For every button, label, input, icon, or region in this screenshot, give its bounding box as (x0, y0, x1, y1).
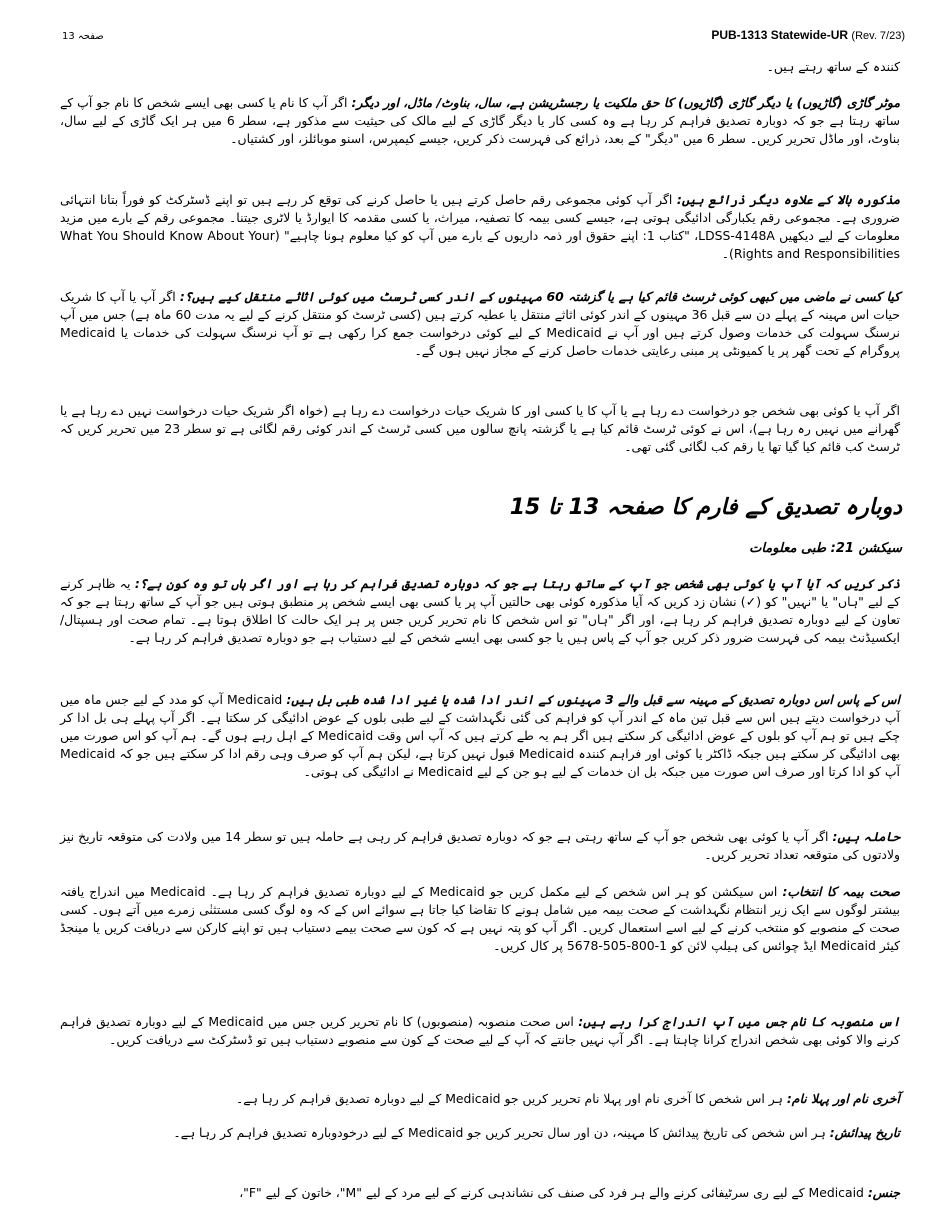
paragraph-title: آخری نام اور پہلا نام: (786, 1091, 900, 1106)
revision-date: (Rev. 7/23) (851, 30, 905, 42)
paragraph-text: Medicaid آپ کو مدد کے لیے جس ماہ میں آپ درخواست دیتے ہیں اس سے قبل تین ماہ کے اندر آپ کو فراہم کی گئی نگہداشت کے لیے طبی بلوں کے عوض ادائیگی کر سکتا ہے۔ اگر آپ پہلے ہی بل ادا کر چکے ہیں تو ہم آپ کو بلوں کے عوض ادائیگی کر سکتے ہیں اگر ہم یہ طے کرتے ہیں کہ آپ اس وقت Medicaid کے اہل رہے ہوں گے۔ ہم آپ کو اس صورت میں بھی ادائیگی کر سکتے ہیں جبکہ ڈاکٹر یا کوئی اور فراہم کنندہ Medicaid قبول نہیں کرتا ہے، لیکن ہم آپ کو صرف وہی رقم ادا کر سکتے ہیں جو کہ Medicaid آپ کو ادا کرتا اور صرف اس صورت میں جبکہ بل ان خدمات کے لیے ہو جن کے لیے Medicaid نے ادائیگی کی ہوتی۔ (60, 692, 900, 779)
paragraph-text: Medicaid کے لیے ری سرٹیفائی کرنے والے ہر فرد کی صنف کی نشاندہی کرنے کے لیے مرد کے لیے "M"، خاتون کے لیے "F"، (239, 1185, 864, 1200)
paragraph-title: ذکر کریں کہ آیا آپ یا کوئی بھی شخص جو آپ کے ساتھ رہتا ہے جو کہ دوبارہ تصدیق فراہم کر رہا ہے اور اگر ہاں تو وہ کون ہے؟: (134, 576, 900, 591)
section-subheading: سیکشن 21: طبی معلومات (749, 541, 902, 556)
paragraph-plan-name (60, 1013, 900, 1049)
paragraph-text: اس صحت منصوبہ (منصوبوں) کا نام تحریر کریں جس میں Medicaid کے لیے دوبارہ تصدیق فراہم کرنے والا کوئی بھی شخص اندراج کرانا چاہتا ہے۔ اگر آپ نہیں جانتے کہ آپ کے لیے صحت کے کون سے منصوبے دستیاب ہیں تو ڈسٹرکٹ سے دریافت کریں۔ (60, 1014, 900, 1047)
paragraph-other-resources (60, 191, 900, 263)
page-number: صفحہ 13 (62, 31, 104, 42)
paragraph-text: اگر آپ کوئی مجموعی رقم حاصل کرتے ہیں یا حاصل کرنے کی توقع کر رہے ہیں تو اپنے ڈسٹرکٹ کو فوراً بتانا انتہائی ضروری ہے۔ مجموعی رقم یکبارگی ادائیگی ہوتی ہے، جیسے کسی بیمہ کا تصفیہ، میراث، یا کسی مقدمہ کا ایوارڈ یا لاٹری جیتنا۔ مجموعی رقم کے بارے میں مزید معلومات کے لیے دیکھیں LDSS-4148A، "کتاب 1: اپنے حقوق اور ذمہ داریوں کے بارے میں آپ کو کیا معلوم ہونا چاہیے" (What You Should Know About Your Rights and Responsibilities)۔ (60, 192, 901, 261)
paragraph-health-plan-choice (60, 883, 900, 955)
paragraph-sex (60, 1184, 900, 1202)
paragraph-title: جنس: (867, 1185, 900, 1200)
paragraph-birth-date (60, 1124, 900, 1142)
paragraph-text: ہر اس شخص کی تاریخ پیدائش کا مہینہ، دن اور سال تحریر کریں جو Medicaid کے لیے درخودوبارہ تصدیق فراہم کر رہا ہے۔ (173, 1125, 826, 1140)
paragraph-text: اگر آپ یا کوئی بھی شخص جو آپ کے ساتھ رہتی ہے جو کہ دوبارہ تصدیق فراہم کر رہی ہے حاملہ ہیں تو سطر 14 میں ولادت کی متوقعہ تاریخ نیز ولادتوں کی متوقعہ تعداد تحریر کریں۔ (60, 829, 900, 862)
paragraph-title: اس منصوبہ کا نام جس میں آپ اندراج کرا رہے ہیں: (578, 1014, 900, 1029)
paragraph-pregnant (60, 828, 900, 864)
paragraph-title: حاملہ ہیں: (832, 829, 900, 844)
paragraph-title: کیا کسی نے ماضی میں کبھی کوئی ٹرسٹ قائم کیا ہے یا گزشتہ 60 مہینوں کے اندر کسی ٹرسٹ میں کوئی اثاثے منتقل کیے ہیں؟: (179, 289, 900, 304)
paragraph-trust-detail: اگر آپ یا کوئی بھی شخص جو درخواست دے رہا ہے یا آپ کا یا کسی اور کا شریک حیات درخواست دے رہا ہے (خواہ اگر شریک حیات درخواست نہیں دے رہا ہے یا گھرانے میں نہیں رہ رہا ہے)، اس نے کوئی ٹرسٹ قائم کیا ہے یا گزشتہ پانچ سالوں میں کسی ٹرسٹ کے اندر کوئی رقم لگائی ہے تو سطر 23 میں تحریر کریں کہ ٹرسٹ کب قائم کیا گیا تھا یا رقم کب لگائی گئی تھی۔ (60, 403, 900, 454)
paragraph-conditions (60, 575, 900, 647)
paragraph-title: اس کے پاس اس دوبارہ تصدیق کے مہینہ سے قبل والے 3 مہینوں کے اندر ادا شدہ یا غیر ادا شدہ طبی بل ہیں: (286, 692, 900, 707)
paragraph-medical-bills (60, 691, 900, 781)
paragraph-title: تاریخ پیدائش: (829, 1125, 900, 1140)
paragraph-title: صحت بیمہ کا انتخاب: (782, 884, 900, 899)
paragraph-text: اس سیکشن کو ہر اس شخص کے لیے مکمل کریں جو Medicaid کے لیے دوبارہ تصدیق فراہم کر رہا ہے۔ Medicaid میں اندراج یافتہ بیشتر لوگوں سے ایک زیر انتظام نگہداشت کے صحت بیمہ میں شامل ہونے کا تقاضا کیا جاتا ہے سوائے اس کے کہ وہ لوگ کسی مستثنٰی زمرے میں آتے ہوں۔ کسی صحت کے منصوبے کو منتخب کرنے کے لیے اسے استعمال کریں۔ اگر آپ کو پتہ نہیں ہے کہ کون سے صحت بیمے دستیاب ہیں تو اپنے کارکن سے دریافت کریں یا مینجڈ کیئر Medicaid ایڈ چوائس کی ہیلپ لائن کو 1-800-505-5678 پر کال کریں۔ (60, 884, 900, 953)
publication-id (711, 28, 905, 42)
paragraph-title: موٹر گاڑی (گاڑیوں) یا دیگر گاڑی (گاڑیوں) کا حق ملکیت یا رجسٹریشن ہے، سال، بناوٹ/ ماڈل، اور دیگر: (351, 95, 900, 110)
paragraph-vehicles (60, 94, 900, 148)
paragraph-text: یہ ظاہر کرنے کے لیے "ہاں" یا "نہیں" کو (✓) نشان زد کریں کہ آیا مذکورہ کوئی بھی حالتیں آپ پر یا کسی بھی ایسے شخص پر منطبق ہوتی ہیں جو آپ کے ساتھ رہتا ہے جو کہ تعاون کے لیے دوبارہ تصدیق فراہم کر رہا ہے، اور اگر "ہاں" تو اس شخص کا نام تحریر کریں جس پر ہر ایک حالت کا اطلاق ہوتا ہے۔ تمام صحت اور ہسپتال/ایکسیڈنٹ بیمہ کی فہرست ضرور ذکر کریں جو آپ کے پاس ہیں یا جو کسی بھی ایسے شخص کے لیے دستیاب ہے جو دوبارہ تصدیق فراہم کر رہا ہے۔ (60, 576, 900, 645)
paragraph-continuation: کنندہ کے ساتھ رہتے ہیں۔ (766, 59, 900, 74)
paragraph-text: اگر آپ یا آپ کا شریک حیات اس مہینہ کے پہلے دن سے قبل 36 مہینوں کے اندر کوئی اثاثے منتقل یا عطیہ کرتے ہیں (کسی ٹرسٹ کو منتقل کرنے کے لیے یہ مدت 60 ماہ ہے) جس میں آپ نرسنگ سہولت کی خدمات وصول کرتے ہیں اور آپ نے Medicaid کے لیے کوئی درخواست جمع کرا رکھی ہے تو آپ نرسنگ سہولت کی خدمات یا Medicaid پروگرام کے تحت گھر پر یا کمیونٹی پر مبنی رعایتی خدمات حاصل کرنے کے مجاز نہیں ہوں گے۔ (60, 289, 901, 358)
paragraph-names (60, 1090, 900, 1108)
paragraph-text: اگر آپ کا نام یا کسی بھی ایسے شخص کا نام جو آپ کے ساتھ رہتا ہے جو کہ دوبارہ تصدیق فراہم کر رہا ہے وہ کسی کار یا دیگر گاڑی کے لیے مالک کی حیثیت سے مذکور ہے، سطر 6 میں ہر ایک گاڑی کے لیے سال، بناوٹ، اور ماڈل تحریر کریں۔ سطر 6 میں "دیگر" کے بعد، ذرائع کی فہرست ذکر کریں، جیسے کیمپرس، اسنو موبائلز، اور کشتیاں۔ (60, 95, 901, 146)
publication-code: PUB-1313 Statewide-UR (711, 28, 849, 42)
paragraph-trust (60, 288, 900, 360)
paragraph-title: مذکورہ بالا کے علاوہ دیگر ذرائع ہیں: (676, 192, 900, 207)
section-heading: دوبارہ تصدیق کے فارم کا صفحہ 13 تا 15 (509, 495, 902, 520)
paragraph-text: ہر اس شخص کا آخری نام اور پہلا نام تحریر کریں جو Medicaid کے لیے دوبارہ تصدیق فراہم کر رہا ہے۔ (236, 1091, 783, 1106)
